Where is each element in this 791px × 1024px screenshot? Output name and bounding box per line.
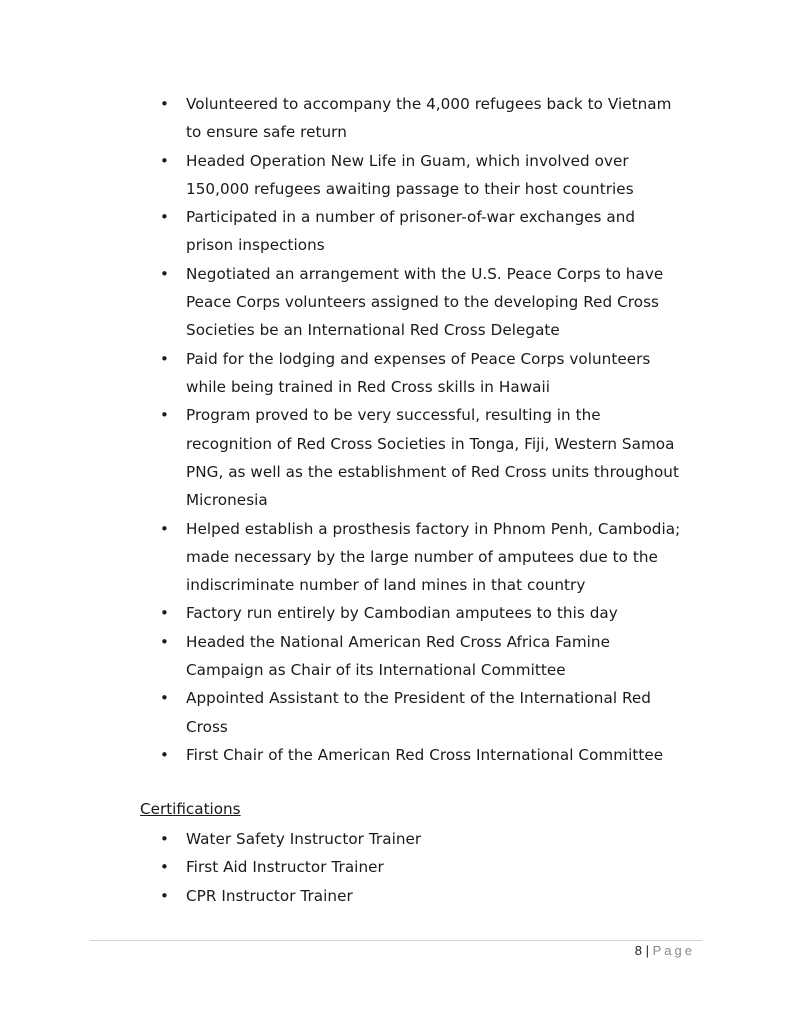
list-item-text-line: Program proved to be very successful, resulting in the xyxy=(186,406,601,425)
bullet-icon: • xyxy=(160,689,169,708)
bullet-icon: • xyxy=(160,151,169,170)
list-item-text-line: Negotiated an arrangement with the U.S. Peace Corps to have xyxy=(186,264,664,283)
list-item xyxy=(160,684,706,741)
list-item-text-line: made necessary by the large number of amputees due to the xyxy=(186,547,658,566)
bullet-icon: • xyxy=(160,604,169,623)
certification-text: CPR Instructor Trainer xyxy=(186,886,353,905)
list-item-text-line: recognition of Red Cross Societies in Tonga, Fiji, Western Samoa xyxy=(186,434,675,453)
list-item-text-line: Societies be an International Red Cross Delegate xyxy=(186,321,560,340)
list-item-text-line: Paid for the lodging and expenses of Peace Corps volunteers xyxy=(186,349,651,368)
certification-text: First Aid Instructor Trainer xyxy=(186,858,384,877)
list-item-text-line: Campaign as Chair of its International Committee xyxy=(186,660,566,679)
list-item-text-line: Cross xyxy=(186,717,228,736)
list-item-text-line: Helped establish a prosthesis factory in Phnom Penh, Cambodia; xyxy=(186,519,681,538)
list-item-text-line: First Chair of the American Red Cross International Committee xyxy=(186,745,664,764)
list-item xyxy=(160,515,706,600)
bullet-icon: • xyxy=(160,519,169,538)
list-item-text-line: to ensure safe return xyxy=(186,123,347,142)
list-item xyxy=(160,147,706,204)
list-item-text-line: Appointed Assistant to the President of the International Red xyxy=(186,689,651,708)
list-item-text-line: PNG, as well as the establishment of Red Cross units throughout xyxy=(186,462,679,481)
footer-divider xyxy=(90,940,702,941)
page-label: Page xyxy=(652,943,695,958)
list-item-text-line: Micronesia xyxy=(186,491,268,510)
page-number: 8 xyxy=(634,943,642,958)
list-item-text-line: Volunteered to accompany the 4,000 refugees back to Vietnam xyxy=(186,95,672,113)
bullet-icon: • xyxy=(160,745,169,764)
list-item-text-line: while being trained in Red Cross skills in Hawaii xyxy=(186,377,551,396)
bullet-icon: • xyxy=(160,632,169,651)
bullet-icon: • xyxy=(160,208,169,227)
bullet-icon: • xyxy=(160,349,169,368)
list-item xyxy=(160,741,706,769)
list-item-text-line: Headed the National American Red Cross Africa Famine xyxy=(186,632,611,651)
page-separator: | xyxy=(645,943,649,958)
list-item-text-line: 150,000 refugees awaiting passage to their host countries xyxy=(186,179,634,198)
list-item xyxy=(160,345,706,402)
list-item-text-line: indiscriminate number of land mines in that country xyxy=(186,576,586,595)
certification-item xyxy=(160,882,706,910)
certification-item xyxy=(160,825,706,853)
certifications-heading: Certifications xyxy=(140,800,241,818)
certification-text: Water Safety Instructor Trainer xyxy=(186,830,422,848)
bullet-icon: • xyxy=(160,886,169,905)
bullet-icon: • xyxy=(160,95,169,113)
bullet-icon: • xyxy=(160,406,169,425)
certification-item xyxy=(160,853,706,881)
list-item xyxy=(160,599,706,627)
list-item xyxy=(160,628,706,685)
list-item xyxy=(160,401,706,514)
list-item-text-line: Factory run entirely by Cambodian amputees to this day xyxy=(186,604,618,623)
page-footer xyxy=(635,943,695,958)
bullet-icon: • xyxy=(160,264,169,283)
list-item-text-line: prison inspections xyxy=(186,236,325,255)
bullet-icon: • xyxy=(160,830,169,848)
bullet-icon: • xyxy=(160,858,169,877)
list-item xyxy=(160,90,706,147)
list-item xyxy=(160,203,706,260)
list-item xyxy=(160,260,706,345)
list-item-text-line: Participated in a number of prisoner-of-war exchanges and xyxy=(186,208,636,227)
list-item-text-line: Peace Corps volunteers assigned to the developing Red Cross xyxy=(186,293,659,312)
list-item-text-line: Headed Operation New Life in Guam, which involved over xyxy=(186,151,629,170)
